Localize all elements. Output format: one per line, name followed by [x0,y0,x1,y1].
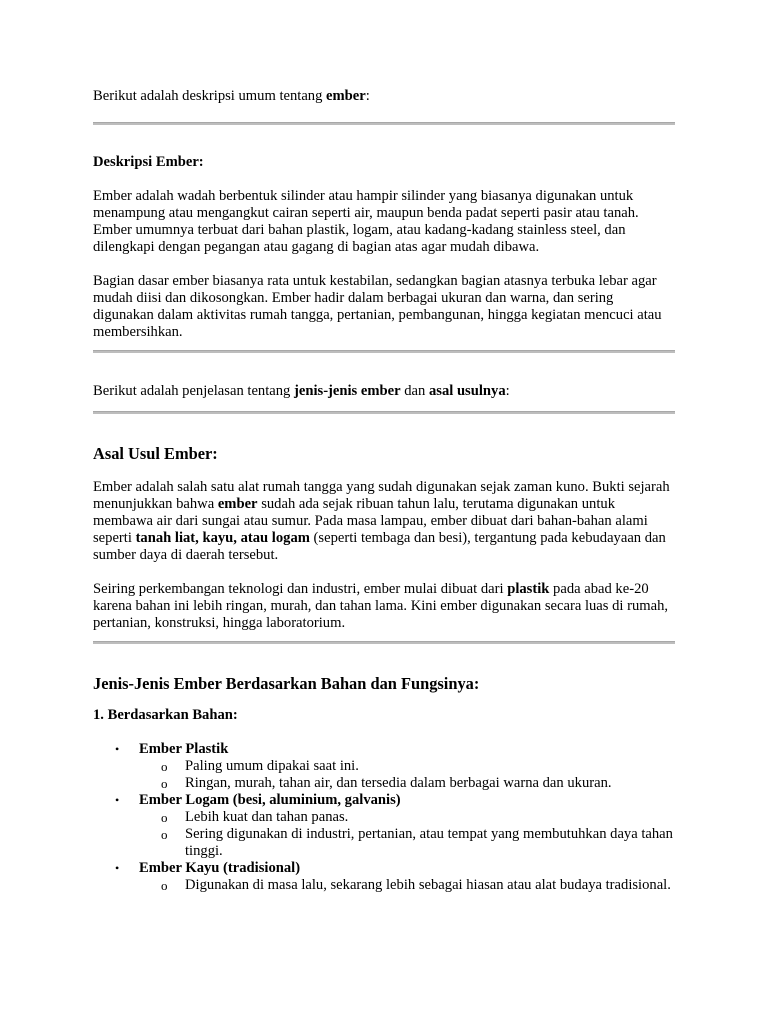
asal-title: Asal Usul Ember: [93,444,218,463]
sub-list-item [139,775,675,792]
list-item [93,792,675,860]
sub-list [139,877,675,894]
list-item-label: Ember Logam (besi, aluminium, galvanis) [139,792,401,808]
circle-bullet-icon: o [161,759,168,774]
jenis-subtitle: 1. Berdasarkan Bahan: [93,707,238,723]
circle-bullet-icon: o [161,878,168,893]
document-content [93,88,675,894]
sub-list-item-text: Lebih kuat dan tahan panas. [185,809,349,825]
intro-paragraph: Berikut adalah deskripsi umum tentang ember: [93,88,370,104]
asal-paragraph-1: Ember adalah salah satu alat rumah tangga yang sudah digunakan sejak zaman kuno. Bukti sejarah menunjukkan bahwa ember sudah ada sejak ribuan tahun lalu, terutama digunakan untuk membawa air dari sungai atau sumur. Pada masa lampau, ember dibuat dari bahan-bahan alami seperti tanah liat, kayu, atau logam (seperti tembaga dan besi), tergantung pada kebudayaan dan sumber daya di daerah tersebut. [93,479,670,563]
divider [93,350,675,353]
deskripsi-title: Deskripsi Ember: [93,154,204,170]
divider [93,122,675,125]
sub-list-item [139,877,675,894]
list-item [93,860,675,894]
sub-list [139,809,675,860]
bullet-icon: • [115,793,120,807]
bahan-list [93,741,675,894]
list-item [93,741,675,792]
sub-list-item [139,758,675,775]
intro2-paragraph: Berikut adalah penjelasan tentang jenis-jenis ember dan asal usulnya: [93,383,510,399]
sub-list-item-text: Sering digunakan di industri, pertanian, atau tempat yang membutuhkan daya tahan tinggi. [185,826,673,859]
bullet-icon: • [115,861,120,875]
sub-list-item [139,826,675,860]
list-item-label: Ember Plastik [139,741,229,757]
divider [93,411,675,414]
sub-list [139,758,675,792]
divider [93,641,675,644]
list-item-label: Ember Kayu (tradisional) [139,860,301,876]
sub-list-item-text: Digunakan di masa lalu, sekarang lebih sebagai hiasan atau alat budaya tradisional. [185,877,671,893]
bullet-icon: • [115,742,120,756]
jenis-title: Jenis-Jenis Ember Berdasarkan Bahan dan Fungsinya: [93,674,480,693]
deskripsi-paragraph-2: Bagian dasar ember biasanya rata untuk kestabilan, sedangkan bagian atasnya terbuka lebar agar mudah diisi dan dikosongkan. Ember hadir dalam berbagai ukuran dan warna, dan sering digunakan dalam aktivitas rumah tangga, pertanian, pembangunan, hingga kegiatan mencuci atau membersihkan. [93,273,662,340]
circle-bullet-icon: o [161,810,168,825]
circle-bullet-icon: o [161,827,168,842]
sub-list-item-text: Ringan, murah, tahan air, dan tersedia dalam berbagai warna dan ukuran. [185,775,612,791]
sub-list-item [139,809,675,826]
asal-paragraph-2: Seiring perkembangan teknologi dan industri, ember mulai dibuat dari plastik pada abad ke-20 karena bahan ini lebih ringan, murah, dan tahan lama. Kini ember digunakan secara luas di rumah, pertanian, konstruksi, hingga laboratorium. [93,581,669,631]
sub-list-item-text: Paling umum dipakai saat ini. [185,758,359,774]
deskripsi-paragraph-1: Ember adalah wadah berbentuk silinder atau hampir silinder yang biasanya digunakan untuk menampung atau mengangkut cairan seperti air, maupun benda padat seperti pasir atau tanah. Ember umumnya terbuat dari bahan plastik, logam, atau kadang-kadang stainless steel, dan dilengkapi dengan pegangan atau gagang di bagian atas agar mudah dibawa. [93,188,639,255]
circle-bullet-icon: o [161,776,168,791]
